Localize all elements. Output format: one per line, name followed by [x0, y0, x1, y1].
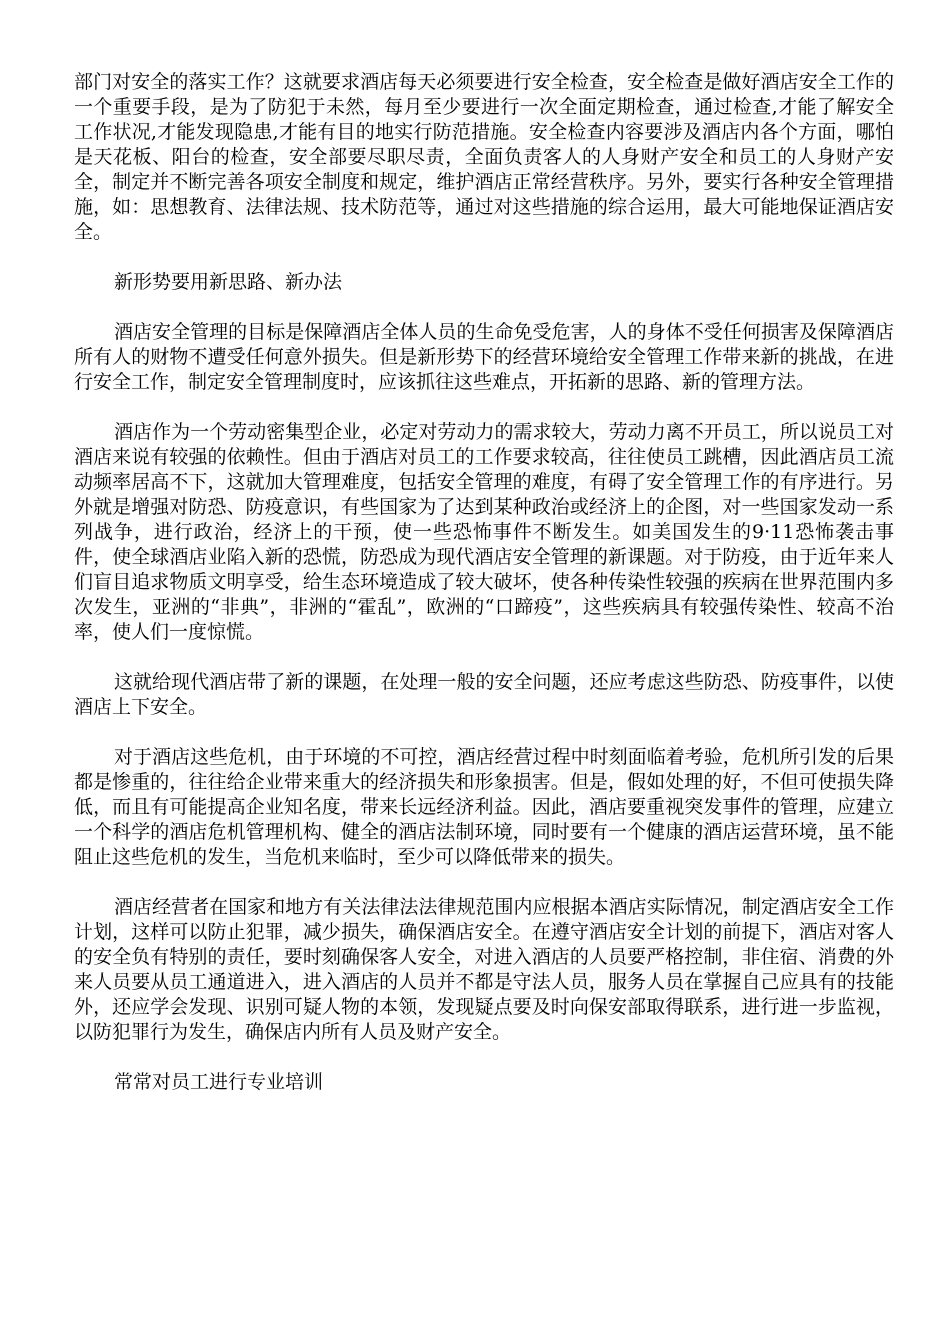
paragraph-crisis-management: 对于酒店这些危机，由于环境的不可控，酒店经营过程中时刻面临着考验，危机所引发的后果都是惨重的，往往给企业带来重大的经济损失和形象损害。但是，假如处理的好，不但可使损失降低，而且有可能提高企业知名度，带来长远经济利益。因此，酒店要重视突发事件的管理，应建立一个科学的酒店危机管理机构、健全的酒店法制环境，同时要有一个健康的酒店运营环境，虽不能阻止这些危机的发生，当危机来临时，至少可以降低带来的损失。 [74, 746, 894, 868]
paragraph-labor-intensive: 酒店作为一个劳动密集型企业，必定对劳动力的需求较大，劳动力离不开员工，所以说员工对酒店来说有较强的依赖性。但由于酒店对员工的工作要求较高，往往使员工跳槽，因此酒店员工流动频率居高不下，这就加大管理难度，包括安全管理的难度，有碍了安全管理工作的有序进行。另外就是增强对防恐、防疫意识，有些国家为了达到某种政治或经济上的企图，对一些国家发动一系列战争，进行政治，经济上的干预，使一些恐怖事件不断发生。如美国发生的9·11恐怖袭击事件，使全球酒店业陷入新的恐慌，防恐成为现代酒店安全管理的新课题。对于防疫，由于近年来人们盲目追求物质文明享受，给生态环境造成了较大破坏，使各种传染性较强的疾病在世界范围内多次发生，亚洲的“非典”，非洲的“霍乱”，欧洲的“口蹄疫”，这些疾病具有较强传染性、较高不治率，使人们一度惊慌。 [74, 421, 894, 643]
paragraph-safety-inspection: 部门对安全的落实工作？这就要求酒店每天必须要进行安全检查，安全检查是做好酒店安全工作的一个重要手段，是为了防犯于未然，每月至少要进行一次全面定期检查，通过检查,才能了解安全工作状况,才能发现隐患,才能有目的地实行防范措施。安全检查内容要涉及酒店内各个方面，哪怕是天花板、阳台的检查，安全部要尽职尽责，全面负责客人的人身财产安全和员工的人身财产安全，制定并不断完善各项安全制度和规定，维护酒店正常经营秩序。另外，要实行各种安全管理措施，如：思想教育、法律法规、技术防范等，通过对这些措施的综合运用，最大可能地保证酒店安全。 [74, 71, 894, 243]
section-heading-new-situation: 新形势要用新思路、新办法 [114, 271, 343, 293]
document-page [74, 70, 894, 1120]
paragraph-new-topic: 这就给现代酒店带了新的课题，在处理一般的安全问题，还应考虑这些防恐、防疫事件，以使酒店上下安全。 [74, 671, 894, 718]
section-heading-staff-training: 常常对员工进行专业培训 [114, 1071, 324, 1093]
paragraph-safety-plan: 酒店经营者在国家和地方有关法律法法律规范围内应根据本酒店实际情况，制定酒店安全工作计划，这样可以防止犯罪，减少损失，确保酒店安全。在遵守酒店安全计划的前提下，酒店对客人的安全负有特别的责任，要时刻确保客人安全，对进入酒店的人员要严格控制，非住宿、消费的外来人员要从员工通道进入，进入酒店的人员并不都是守法人员，服务人员在掌握自己应具有的技能外，还应学会发现、识别可疑人物的本领，发现疑点要及时向保安部取得联系，进行进一步监视，以防犯罪行为发生，确保店内所有人员及财产安全。 [74, 896, 894, 1043]
paragraph-management-goal: 酒店安全管理的目标是保障酒店全体人员的生命免受危害，人的身体不受任何损害及保障酒店所有人的财物不遭受任何意外损失。但是新形势下的经营环境给安全管理工作带来新的挑战，在进行安全工作，制定安全管理制度时，应该抓往这些难点，开拓新的思路、新的管理方法。 [74, 321, 894, 393]
